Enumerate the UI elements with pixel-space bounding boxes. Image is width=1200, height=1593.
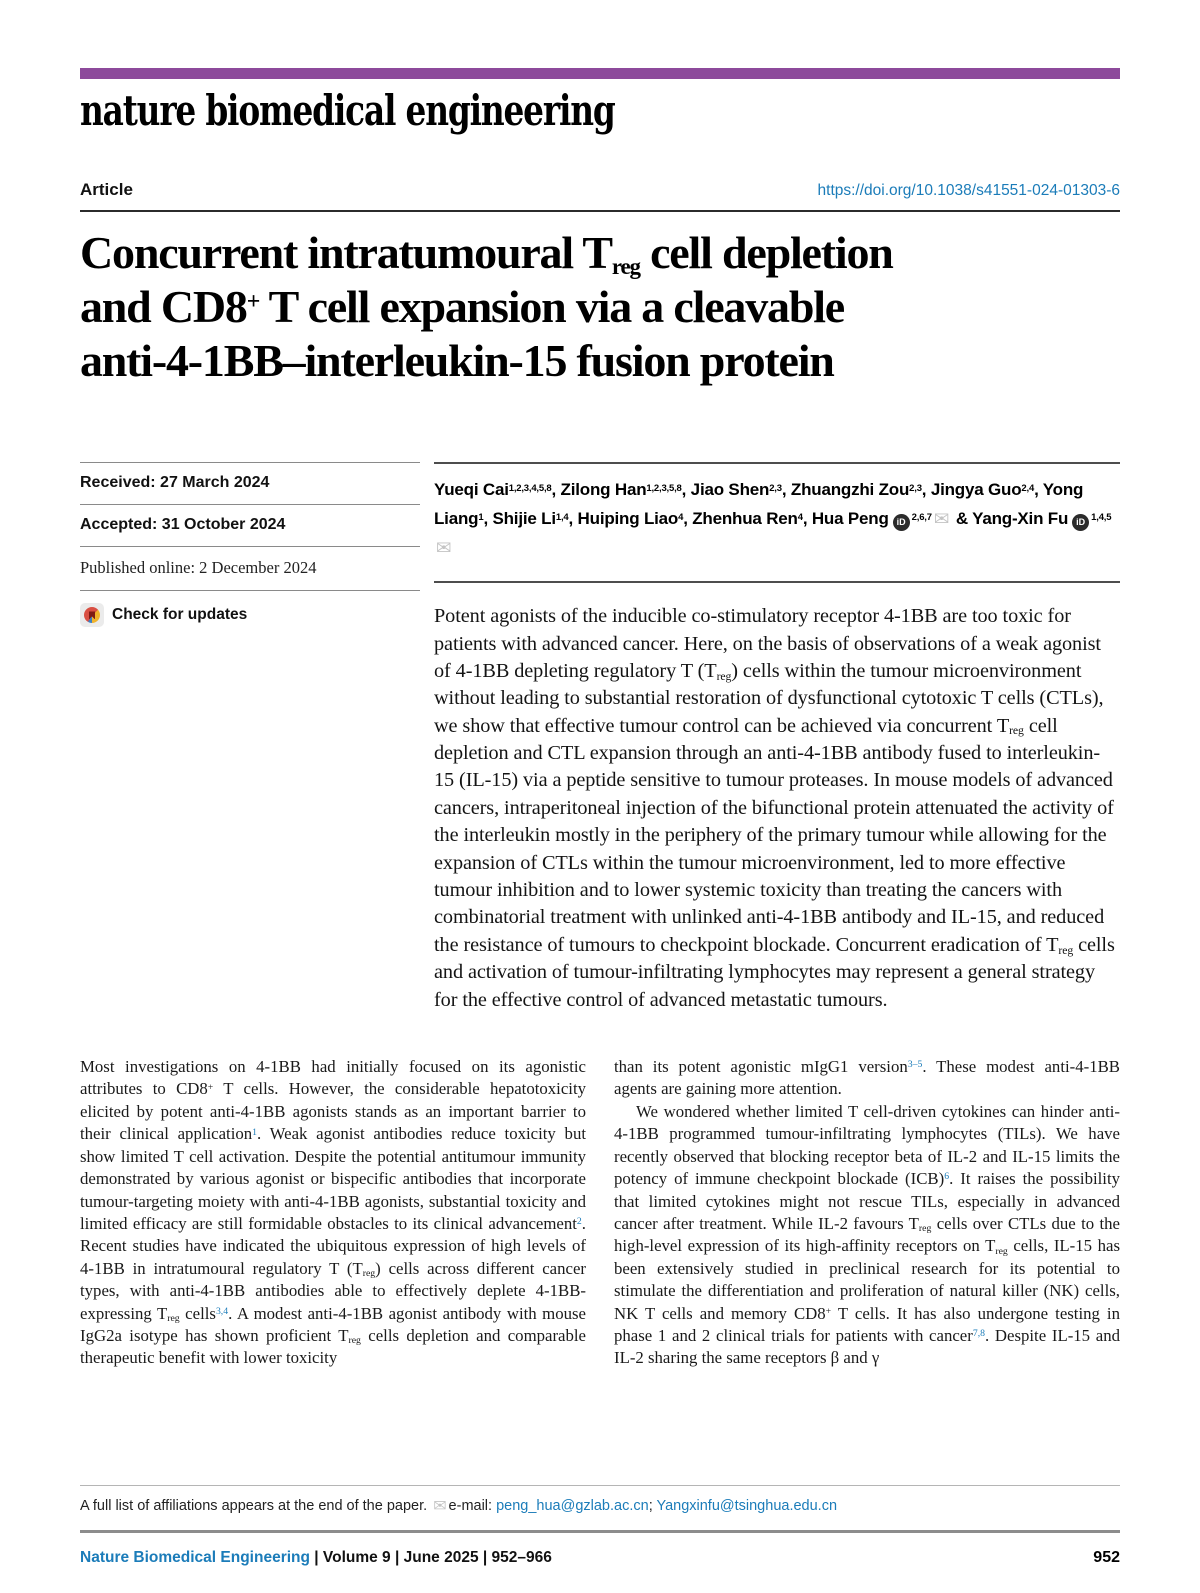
journal-info-row (80, 1533, 1120, 1593)
text-segment: . These modest anti-4-1BB agents are gaining more attention. (614, 1056, 1120, 1099)
body-column-left (80, 1056, 586, 1370)
doi-link[interactable]: https://doi.org/10.1038/s41551-024-01303-6 (817, 182, 1120, 199)
text-segment: + (246, 288, 260, 315)
orcid-icon: iD (1072, 514, 1089, 531)
mail-icon[interactable]: ✉ (933, 509, 950, 531)
text-segment: . Weak agonist antibodies reduce toxicity but show limited T cell activation. Despite the potential antitumour immunity demonstrated by various agonist or bispecific antibodies that incorporate tumour-targeting moiety with anti-4-1BB agonists, substantial toxicity and limited efficacy are still formidable obstacles to its clinical advancement (80, 1124, 586, 1233)
body-paragraph (80, 1056, 586, 1370)
authors-abstract-column (434, 462, 1120, 1014)
text-segment: , Jingya Guo (921, 480, 1022, 500)
text-segment: . A modest anti-4-1BB agonist antibody with mouse IgG2a isotype has shown proficient T (80, 1303, 586, 1346)
check-for-updates-button[interactable] (80, 590, 420, 627)
page-content (80, 0, 1120, 1593)
article-header-row (80, 180, 1120, 212)
text-segment: , Hua Peng (802, 509, 889, 529)
text-segment: cell depletion and CTL expansion through an anti-4-1BB antibody fused to interleukin-15 (IL-15) via a peptide sensitive to tumour proteases. In mouse models of advanced cancers, intraperitoneal injection of the bifunctional protein attenuated the activity of the interleukin mostly in the periphery of the primary tumour while allowing for the expansion of CTLs within the tumour microenvironment, led to more effective tumour inhibition and to lower systemic toxicity than treating the cancers with combinatorial treatment with unlinked anti-4-1BB antibody and IL-15, and reduced the resistance of tumours to checkpoint blockade. Concurrent eradication of T (434, 714, 1114, 956)
body-columns (80, 1056, 1120, 1370)
text-segment: reg (362, 1268, 376, 1280)
text-segment: | Volume 9 | June 2025 | 952–966 (309, 1549, 552, 1566)
link[interactable]: Nature Biomedical Engineering (80, 1549, 310, 1566)
text-segment: 1,2,3,4,5,8 (508, 482, 552, 494)
page-number: 952 (1093, 1549, 1120, 1566)
text-segment: , Jiao Shen (681, 480, 770, 500)
abstract-text (434, 581, 1120, 1014)
text-segment: ) cells across different cancer types, with anti-4-1BB antibodies able to effectively deplete 4-1BB-expressing T (80, 1258, 586, 1323)
text-segment: & Yang-Xin Fu (951, 509, 1069, 529)
text-segment: 1,4 (555, 511, 569, 523)
link[interactable]: peng_hua@gzlab.ac.cn (496, 1498, 649, 1514)
received-date: Received: 27 March 2024 (80, 462, 420, 504)
affiliation-note (80, 1485, 1120, 1530)
text-segment: , Yong Liang (434, 480, 1084, 529)
text-segment: 2,6,7 (911, 511, 932, 523)
mail-icon[interactable]: ✉ (436, 538, 452, 560)
text-segment: ) cells within the tumour microenvironment without leading to substantial restoration of dysfunctional cytotoxic T cells (CTLs), we show that effective tumour control can be achieved via concurrent T (434, 659, 1104, 737)
orcid-icon: iD (893, 514, 910, 531)
text-segment: Concurrent intratumoural T (80, 227, 612, 278)
text-segment: reg (167, 1312, 180, 1324)
text-segment: anti-4-1BB–interleukin-15 fusion protein (80, 334, 834, 386)
journal-logo-wrap (80, 86, 1120, 134)
text-segment: reg (1058, 943, 1074, 957)
text-segment: We wondered whether limited T cell-driven cytokines can hinder anti-4-1BB programmed tumour-infiltrating lymphocytes (TILs). We have recently observed that blocking receptor beta of IL-2 and IL-15 limits the potency of immune checkpoint blockade (ICB) (614, 1101, 1120, 1189)
text-segment: cells and activation of tumour-infiltrating lymphocytes may represent a general strategy for the effective control of advanced metastatic tumours. (434, 933, 1115, 1011)
text-segment: reg (995, 1245, 1008, 1257)
text-segment: Most investigations on 4-1BB had initially focused on its agonistic attributes to CD8 (80, 1056, 586, 1099)
page-title (80, 226, 1120, 387)
text-segment: A full list of affiliations appears at the end of the paper. (80, 1498, 432, 1514)
text-segment: . Recent studies have indicated the ubiquitous expression of high levels of 4-1BB in intratumoural regulatory T (T (80, 1213, 586, 1278)
text-segment: reg (611, 254, 640, 280)
author-list (434, 462, 1120, 581)
text-segment: 1,2,3,5,8 (646, 482, 682, 494)
text-segment: + (825, 1305, 832, 1317)
body-paragraph (614, 1101, 1120, 1370)
body-column-right (614, 1056, 1120, 1370)
text-segment: + (207, 1081, 214, 1093)
text-segment: Potent agonists of the inducible co-stimulatory receptor 4-1BB are too toxic for patients with advanced cancer. Here, on the basis of observations of a weak agonist of 4-1BB depleting regulatory T (T (434, 605, 1101, 682)
text-segment: 1,4,5 (1091, 511, 1112, 523)
reference-link[interactable]: 7,8 (972, 1328, 985, 1340)
text-segment: 2,3 (769, 482, 782, 494)
header-grid (80, 462, 1120, 1014)
dates-sidebar (80, 462, 420, 1014)
text-segment: T cell expansion via a cleavable (259, 280, 844, 332)
text-segment: 4 (678, 511, 684, 523)
text-segment: reg (716, 669, 732, 683)
text-segment: T cells. It has also undergone testing in phase 1 and 2 clinical trials for patients with cancer (614, 1303, 1120, 1346)
journal-volume-line (80, 1549, 552, 1567)
body-paragraph (614, 1056, 1120, 1101)
text-segment: . Despite IL-15 and IL-2 sharing the same receptors β and γ (614, 1326, 1120, 1368)
link[interactable]: Yangxinfu@tsinghua.edu.cn (656, 1498, 838, 1514)
text-segment: than its potent agonistic mIgG1 version (614, 1056, 908, 1076)
text-segment: cell depletion (639, 227, 893, 278)
text-segment: , Huiping Liao (568, 509, 679, 529)
text-segment: cells (179, 1303, 216, 1323)
text-segment: T cells. However, the considerable hepatotoxicity elicited by potent anti-4-1BB agonists stands as an important barrier to their clinical application (80, 1079, 586, 1144)
text-segment: cells, IL-15 has been extensively studied in preclinical research for its potential to stimulate the differentiation and proliferation of natural killer (NK) cells, NK T cells and memory CD8 (614, 1236, 1120, 1323)
text-segment: 2,4 (1021, 482, 1035, 494)
mail-icon[interactable]: ✉ (433, 1495, 447, 1515)
journal-logo: nature biomedical engineering (80, 86, 615, 135)
text-segment: 2,3 (909, 482, 922, 494)
text-segment: . It raises the possibility that limited cytokines might not rescue TILs, especially in advanced cancer after treatment. While IL-2 favours T (614, 1169, 1121, 1233)
text-segment: and CD8 (80, 280, 247, 332)
text-segment: , Zilong Han (551, 480, 647, 500)
text-segment: 1 (478, 511, 484, 523)
reference-link[interactable]: 6 (944, 1171, 950, 1183)
text-segment: reg (348, 1335, 361, 1347)
reference-link[interactable]: 2 (576, 1216, 582, 1228)
text-segment: , Zhuangzhi Zou (781, 480, 910, 500)
masthead-accent-bar (80, 68, 1120, 79)
article-type-label: Article (80, 180, 133, 199)
text-segment: , Zhenhua Ren (683, 509, 798, 529)
published-date: Published online: 2 December 2024 (80, 546, 420, 590)
text-segment: 4 (797, 511, 803, 523)
text-segment: reg (918, 1223, 932, 1235)
text-segment: ; (648, 1498, 657, 1514)
text-segment: reg (1009, 724, 1024, 738)
text-segment: e-mail: (448, 1498, 497, 1514)
accepted-date: Accepted: 31 October 2024 (80, 504, 420, 546)
reference-link[interactable]: 3–5 (907, 1059, 923, 1071)
check-for-updates-label: Check for updates (112, 606, 248, 624)
text-segment: cells depletion and comparable therapeutic benefit with lower toxicity (80, 1326, 586, 1368)
text-segment: , Shijie Li (483, 509, 556, 529)
text-segment: cells over CTLs due to the high-level expression of its high-affinity receptors on T (614, 1213, 1120, 1256)
page-footer (80, 1485, 1120, 1593)
reference-link[interactable]: 3,4 (215, 1305, 229, 1317)
reference-link[interactable]: 1 (252, 1126, 258, 1138)
text-segment: Yueqi Cai (434, 480, 509, 500)
crossmark-icon (80, 603, 104, 627)
